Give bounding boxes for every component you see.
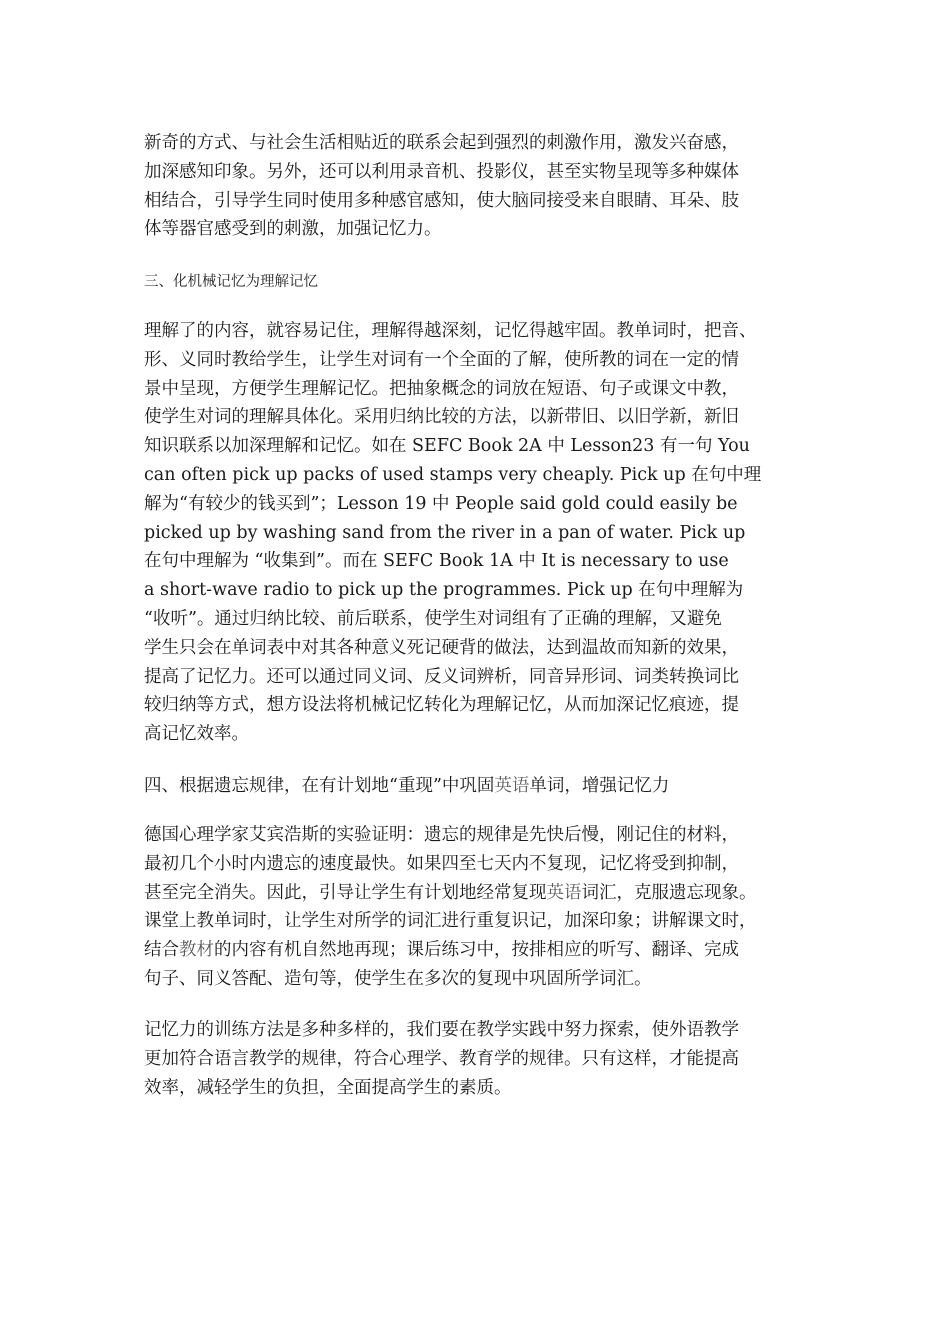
text-line: a short-wave radio to pick up the programmes. Pick up 在句中理解为: [144, 580, 744, 601]
text-line: 形、义同时教给学生，让学生对词有一个全面的了解，使所教的词在一定的情: [144, 349, 739, 370]
text-line: 德国心理学家艾宾浩斯的实验证明：遗忘的规律是先快后慢，刚记住的材料，: [144, 825, 739, 845]
text-line: 最初几个小时内遗忘的速度最快。如果四至七天内不复现，记忆将受到抑制，: [144, 853, 739, 874]
text-segment: 的内容有机自然地再现；课后练习中，按排相应的听写、翻译、完成: [214, 940, 739, 961]
text-line: 在句中理解为 “收集到”。而在 SEFC Book 1A 中 It is necessary to use: [144, 551, 729, 572]
text-line: 高记忆效率。: [144, 724, 249, 745]
text-line: “收听”。通过归纳比较、前后联系，使学生对词组有了正确的理解，又避免: [144, 608, 722, 629]
keyword-link[interactable]: 英语: [546, 882, 582, 903]
heading-text: 单词，增强记忆力: [529, 776, 670, 796]
heading-text: 四、根据遗忘规律，在有计划地“重现”中巩固: [144, 776, 495, 796]
text-line: 较归纳等方式，想方设法将机械记忆转化为理解记忆，从而加深记忆痕迹，提: [144, 695, 739, 716]
text-line: 知识联系以加深理解和记忆。如在 SEFC Book 2A 中 Lesson23 有一句 You: [144, 436, 750, 457]
text-line: 相结合，引导学生同时使用多种感官感知，使大脑同接受来自眼睛、耳朵、肢: [144, 190, 739, 211]
text-line: 解为“有较少的钱买到”；Lesson 19 中 People said gold could easily be: [144, 493, 738, 514]
paragraph-section-4: [144, 821, 824, 994]
text-line: can often pick up packs of used stamps very cheaply. Pick up 在句中理: [144, 464, 762, 485]
text-line: 加深感知印象。另外，还可以利用录音机、投影仪，甚至实物呈现等多种媒体: [144, 161, 739, 182]
text-line: picked up by washing sand from the river in a pan of water. Pick up: [144, 522, 746, 543]
section-heading-4: [144, 772, 669, 797]
text-line: [144, 879, 824, 908]
text-line: 课堂上教单词时，让学生对所学的词汇进行重复识记，加深印象；讲解课文时，: [144, 911, 757, 932]
text-line: 更加符合语言教学的规律，符合心理学、教育学的规律。只有这样，才能提高: [144, 1048, 739, 1069]
paragraph-section-3: [144, 317, 824, 749]
text-line: 景中呈现，方便学生理解记忆。把抽象概念的词放在短语、句子或课文中教，: [144, 378, 739, 399]
text-line: 句子、同义答配、造句等，使学生在多次的复现中巩固所学词汇。: [144, 968, 652, 989]
keyword-link[interactable]: 教材: [179, 940, 214, 961]
text-line: [144, 936, 824, 965]
section-heading-3: 三、化机械记忆为理解记忆: [144, 274, 318, 290]
text-line: 效率，减轻学生的负担，全面提高学生的素质。: [144, 1077, 512, 1098]
text-line: 体等器官感受到的刺激，加强记忆力。: [144, 219, 442, 240]
paragraph-intro: [144, 129, 824, 244]
text-segment: 词汇，克服遗忘现象。: [581, 882, 757, 903]
text-line: 记忆力的训练方法是多种多样的，我们要在教学实践中努力探索，使外语教学: [144, 1020, 739, 1040]
text-line: 新奇的方式、与社会生活相贴近的联系会起到强烈的刺激作用，激发兴奋感，: [144, 133, 739, 153]
text-segment: 结合: [144, 940, 179, 961]
text-line: 学生只会在单词表中对其各种意义死记硬背的做法，达到温故而知新的效果，: [144, 637, 739, 658]
keyword-link[interactable]: 英语: [494, 776, 530, 796]
text-segment: 甚至完全消失。因此，引导让学生有计划地经常复现: [144, 882, 547, 903]
text-line: 使学生对词的理解具体化。采用归纳比较的方法，以新带旧、以旧学新，新旧: [144, 407, 739, 428]
paragraph-closing: [144, 1016, 824, 1102]
text-line: 提高了记忆力。还可以通过同义词、反义词辨析，同音异形词、词类转换词比: [144, 666, 739, 687]
text-line: 理解了的内容，就容易记住，理解得越深刻，记忆得越牢固。教单词时，把音、: [144, 321, 757, 341]
